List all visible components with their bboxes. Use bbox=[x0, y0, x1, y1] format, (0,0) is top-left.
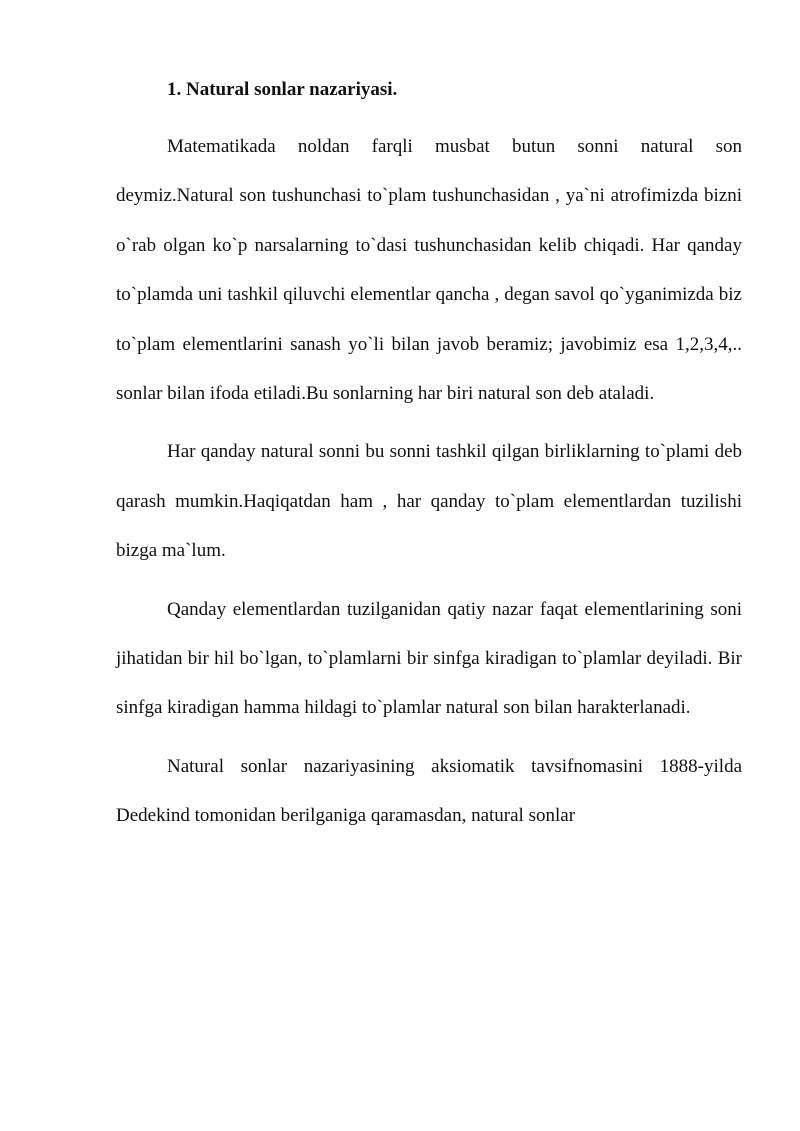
paragraph-natural-number-definition: Matematikada noldan farqli musbat butun sonni natural son deymiz.Natural son tushunchasi to`plam tushunchasidan , ya`ni atrofimizda bizni o`rab olgan ko`p narsalarning to`dasi tushunchasidan kelib chiqadi. Har qanday to`plamda uni tashkil qiluvchi elementlar qancha , degan savol qo`yganimizda biz to`plam elementlarini sanash yo`li bilan javob beramiz; javobimiz esa 1,2,3,4,.. sonlar bilan ifoda etiladi.Bu sonlarning har biri natural son deb ataladi. bbox=[116, 136, 742, 405]
section-heading: 1. Natural sonlar nazariyasi. bbox=[167, 79, 398, 100]
paragraph-units-set: Har qanday natural sonni bu sonni tashkil qilgan birliklarning to`plami deb qarash mumkin.Haqiqatdan ham , har qanday to`plam elementlardan tuzilishi bizga ma`lum. bbox=[116, 441, 742, 562]
paragraph-dedekind-axioms: Natural sonlar nazariyasining aksiomatik tavsifnomasini 1888-yilda Dedekind tomonidan berilganiga qaramasdan, natural sonlar bbox=[116, 755, 742, 827]
document-page bbox=[116, 72, 742, 850]
paragraph-equivalent-sets: Qanday elementlardan tuzilganidan qatiy nazar faqat elementlarining soni jihatidan bir hil bo`lgan, to`plamlarni bir sinfga kiradigan to`plamlar deyiladi. Bir sinfga kiradigan hamma hildagi to`plamlar natural son bilan harakterlanadi. bbox=[116, 598, 742, 719]
